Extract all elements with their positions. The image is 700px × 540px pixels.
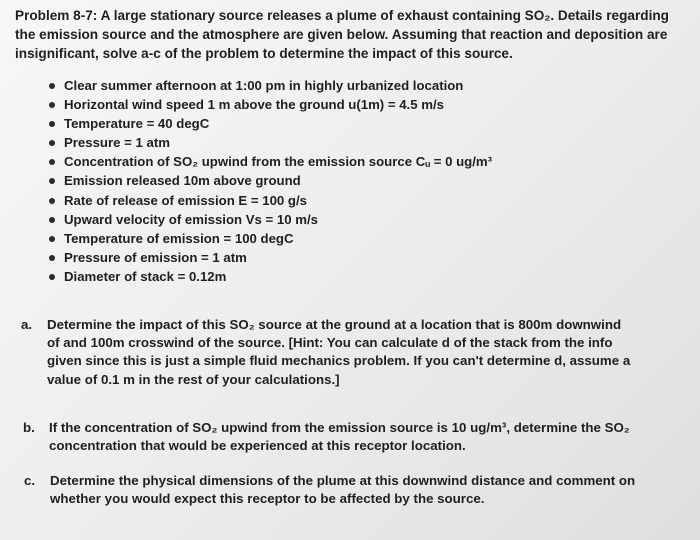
- question-a: [21, 316, 637, 389]
- list-item: Emission released 10m above ground: [48, 171, 648, 190]
- question-c-letter: c.: [24, 473, 36, 488]
- list-item: Pressure of emission = 1 atm: [48, 248, 648, 267]
- list-item: Clear summer afternoon at 1:00 pm in highly urbanized location: [48, 76, 648, 95]
- question-b-letter: b.: [23, 420, 35, 435]
- question-b-text: If the concentration of SO₂ upwind from the emission source is 10 ug/m³, determine the SO₂ concentration that would be experienced at this receptor location.: [49, 420, 630, 454]
- list-item: Horizontal wind speed 1 m above the ground u(1m) = 4.5 m/s: [48, 95, 648, 114]
- list-item: Pressure = 1 atm: [48, 133, 648, 152]
- list-item: Upward velocity of emission Vs = 10 m/s: [48, 210, 648, 229]
- question-b: [23, 419, 649, 455]
- problem-intro: Problem 8-7: A large stationary source releases a plume of exhaust containing SO₂. Details regarding the emission source and the atmosphere are given below. Assuming that reaction and deposition are insignificant, solve a-c of the problem to determine the impact of this source.: [15, 8, 669, 61]
- list-item: Temperature of emission = 100 degC: [48, 229, 648, 248]
- question-c-text: Determine the physical dimensions of the plume at this downwind distance and comment on whether you would expect this receptor to be affected by the source.: [50, 473, 636, 507]
- list-item: Rate of release of emission E = 100 g/s: [48, 191, 648, 210]
- question-a-text: Determine the impact of this SO₂ source at the ground at a location that is 800m downwind of and 100m crosswind of the source. [Hint: You can calculate d of the stack from the info given since this is just a simple fluid mechanics problem. If you can't determine d, assume a value of 0.1 m in the rest of your calculations.]: [47, 317, 631, 387]
- list-item: Diameter of stack = 0.12m: [48, 267, 648, 286]
- list-item: Concentration of SO₂ upwind from the emission source Cᵤ = 0 ug/m³: [48, 152, 648, 171]
- question-a-letter: a.: [21, 317, 33, 332]
- list-item: Temperature = 40 degC: [48, 114, 648, 133]
- question-c: [24, 472, 650, 508]
- emission-facts-list: [48, 76, 648, 286]
